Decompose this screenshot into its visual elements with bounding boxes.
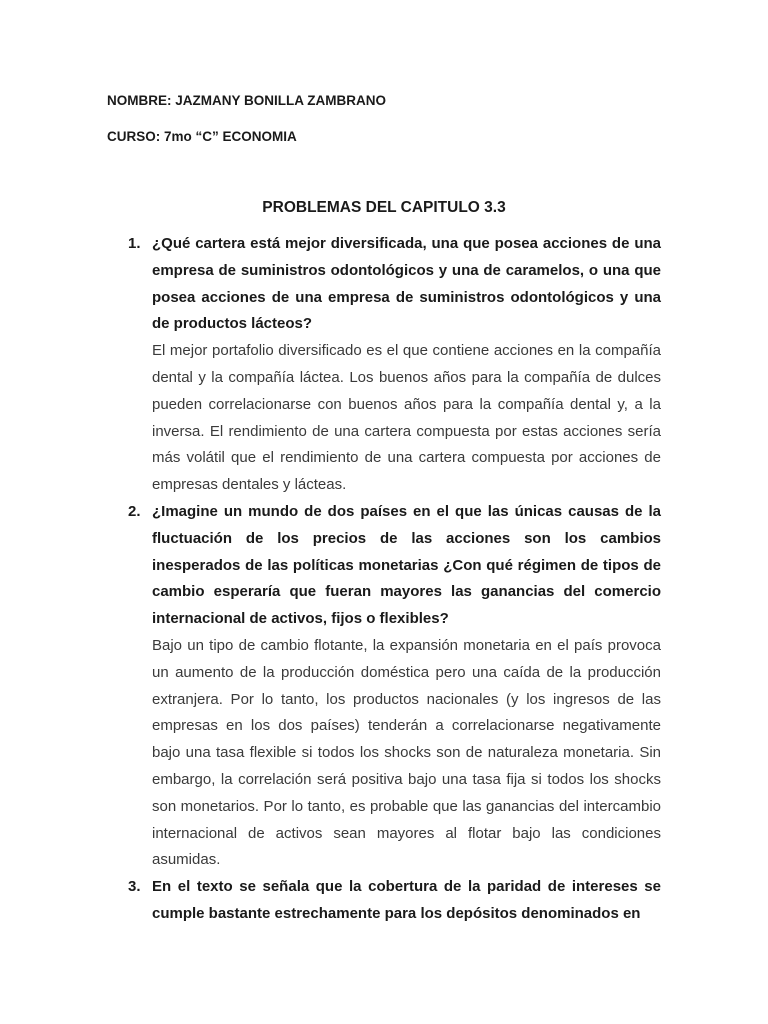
problem-number: 3.: [128, 878, 141, 896]
problem-item-1: [119, 231, 661, 499]
problem-question: ¿Qué cartera está mejor diversificada, una que posea acciones de una empresa de suministros odontológicos y una de caramelos, o una que posea acciones de una empresa de suministros odontológicos y una de productos lácteos?: [152, 235, 661, 333]
problem-question: ¿Imagine un mundo de dos países en el que las únicas causas de la fluctuación de los precios de las acciones son los cambios inesperados de las políticas monetarias ¿Con qué régimen de tipos de cambio esperaría que fueran mayores las ganancias del comercio internacional de activos, fijos o flexibles?: [152, 502, 661, 628]
problem-question: En el texto se señala que la cobertura de la paridad de intereses se cumple bastante estrechamente para los depósitos denominados en: [152, 878, 661, 922]
problem-answer: Bajo un tipo de cambio flotante, la expansión monetaria en el país provoca un aumento de la producción doméstica pero una caída de la producción extranjera. Por lo tanto, los productos nacionales (y los ingresos de las empresas en los dos países) tenderán a correlacionarse negativamente bajo una tasa flexible si todos los shocks son de naturaleza monetaria. Sin embargo, la correlación será positiva bajo una tasa fija si todos los shocks son monetarios. Por lo tanto, es probable que las ganancias del intercambio internacional de activos sean mayores al flotar bajo las condiciones asumidas.: [152, 636, 661, 869]
problem-item-3: [119, 874, 661, 928]
student-name-line: NOMBRE: JAZMANY BONILLA ZAMBRANO: [107, 93, 386, 108]
problem-item-2: [119, 499, 661, 874]
problem-number: 1.: [128, 235, 141, 252]
document-title: PROBLEMAS DEL CAPITULO 3.3: [262, 199, 506, 216]
course-line: CURSO: 7mo “C” ECONOMIA: [107, 129, 297, 144]
problem-list: [119, 231, 661, 928]
problem-number: 2.: [128, 502, 141, 520]
problem-answer: El mejor portafolio diversificado es el que contiene acciones en la compañía dental y la compañía láctea. Los buenos años para la compañía de dulces pueden correlacionarse con buenos años para la compañía dental y, a la inversa. El rendimiento de una cartera compuesta por estas acciones sería más volátil que el rendimiento de una cartera compuesta por acciones de empresas dentales y lácteas.: [152, 342, 661, 494]
